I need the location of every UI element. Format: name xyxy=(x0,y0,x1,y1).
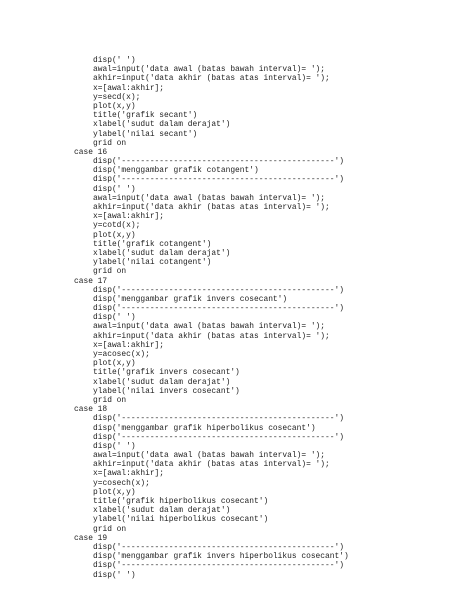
code-line: disp('---------------------------------------------') xyxy=(93,432,344,442)
code-line: grid on xyxy=(93,138,127,148)
code-line: plot(x,y) xyxy=(93,230,136,240)
case-label-line: case 19 xyxy=(74,533,108,543)
code-line: awal=input('data awal (batas bawah interval)= '); xyxy=(93,65,326,75)
code-line: x=[awal:akhir]; xyxy=(93,469,165,479)
code-line: x=[awal:akhir]; xyxy=(93,212,165,222)
code-line: disp('---------------------------------------------') xyxy=(93,304,344,314)
code-line: disp('menggambar grafik cotangent') xyxy=(93,166,259,176)
code-line: akhir=input('data akhir (batas atas interval)= '); xyxy=(93,203,330,212)
code-line: disp('---------------------------------------------') xyxy=(93,561,344,571)
code-line: disp(' ') xyxy=(93,184,136,194)
code-line: x=[awal:akhir]; xyxy=(93,340,165,350)
code-line: ylabel('nilai hiperbolikus cosecant') xyxy=(93,515,269,525)
code-line: awal=input('data awal (batas bawah interval)= '); xyxy=(93,193,326,203)
code-line: grid on xyxy=(93,524,127,534)
case-label-line: case 18 xyxy=(74,405,108,415)
code-line: disp('---------------------------------------------') xyxy=(93,542,344,552)
code-line: ylabel('nilai invers cosecant') xyxy=(93,386,240,396)
code-line: title('grafik invers cosecant') xyxy=(93,368,240,378)
code-line: plot(x,y) xyxy=(93,359,136,369)
code-line: title('grafik hiperbolikus cosecant') xyxy=(93,497,269,506)
code-line: akhir=input('data akhir (batas atas interval)= '); xyxy=(93,460,330,470)
code-line: disp('---------------------------------------------') xyxy=(93,414,344,424)
code-line: y=cosech(x); xyxy=(93,478,150,488)
code-line: disp(' ') xyxy=(93,441,136,451)
code-line: disp('---------------------------------------------') xyxy=(93,285,344,295)
code-line: grid on xyxy=(93,267,127,277)
code-line: y=acosec(x); xyxy=(93,350,150,359)
code-listing xyxy=(74,56,349,580)
code-line: disp(' ') xyxy=(93,313,136,323)
code-line: x=[awal:akhir]; xyxy=(93,83,165,93)
code-line: plot(x,y) xyxy=(93,101,136,111)
code-line: xlabel('sudut dalam derajat') xyxy=(93,506,231,516)
code-line: disp('---------------------------------------------') xyxy=(93,157,344,167)
code-line: akhir=input('data akhir (batas atas interval)= '); xyxy=(93,331,330,341)
case-label-line: case 16 xyxy=(74,147,108,157)
code-line: disp(' ') xyxy=(93,56,136,65)
code-line: disp('menggambar grafik invers cosecant') xyxy=(93,294,288,304)
code-line: ylabel('nilai cotangent') xyxy=(93,258,212,268)
code-line: grid on xyxy=(93,395,127,405)
code-line: xlabel('sudut dalam derajat') xyxy=(93,248,231,258)
code-line: title('grafik secant') xyxy=(93,111,198,121)
code-line: awal=input('data awal (batas bawah interval)= '); xyxy=(93,451,326,461)
code-line: awal=input('data awal (batas bawah interval)= '); xyxy=(93,322,326,332)
code-line: disp('menggambar grafik invers hiperbolikus cosecant') xyxy=(93,552,349,562)
code-line: title('grafik cotangent') xyxy=(93,239,212,249)
code-line: y=cotd(x); xyxy=(93,221,141,231)
code-line: xlabel('sudut dalam derajat') xyxy=(93,377,231,387)
case-label-line: case 17 xyxy=(74,276,108,286)
code-line: disp(' ') xyxy=(93,570,136,580)
code-line: ylabel('nilai secant') xyxy=(93,129,198,139)
code-line: plot(x,y) xyxy=(93,487,136,497)
code-line: akhir=input('data akhir (batas atas interval)= '); xyxy=(93,74,330,84)
code-line: disp('---------------------------------------------') xyxy=(93,175,344,185)
code-line: y=secd(x); xyxy=(93,92,141,102)
code-line: disp('menggambar grafik hiperbolikus cosecant') xyxy=(93,423,316,433)
code-line: xlabel('sudut dalam derajat') xyxy=(93,120,231,130)
